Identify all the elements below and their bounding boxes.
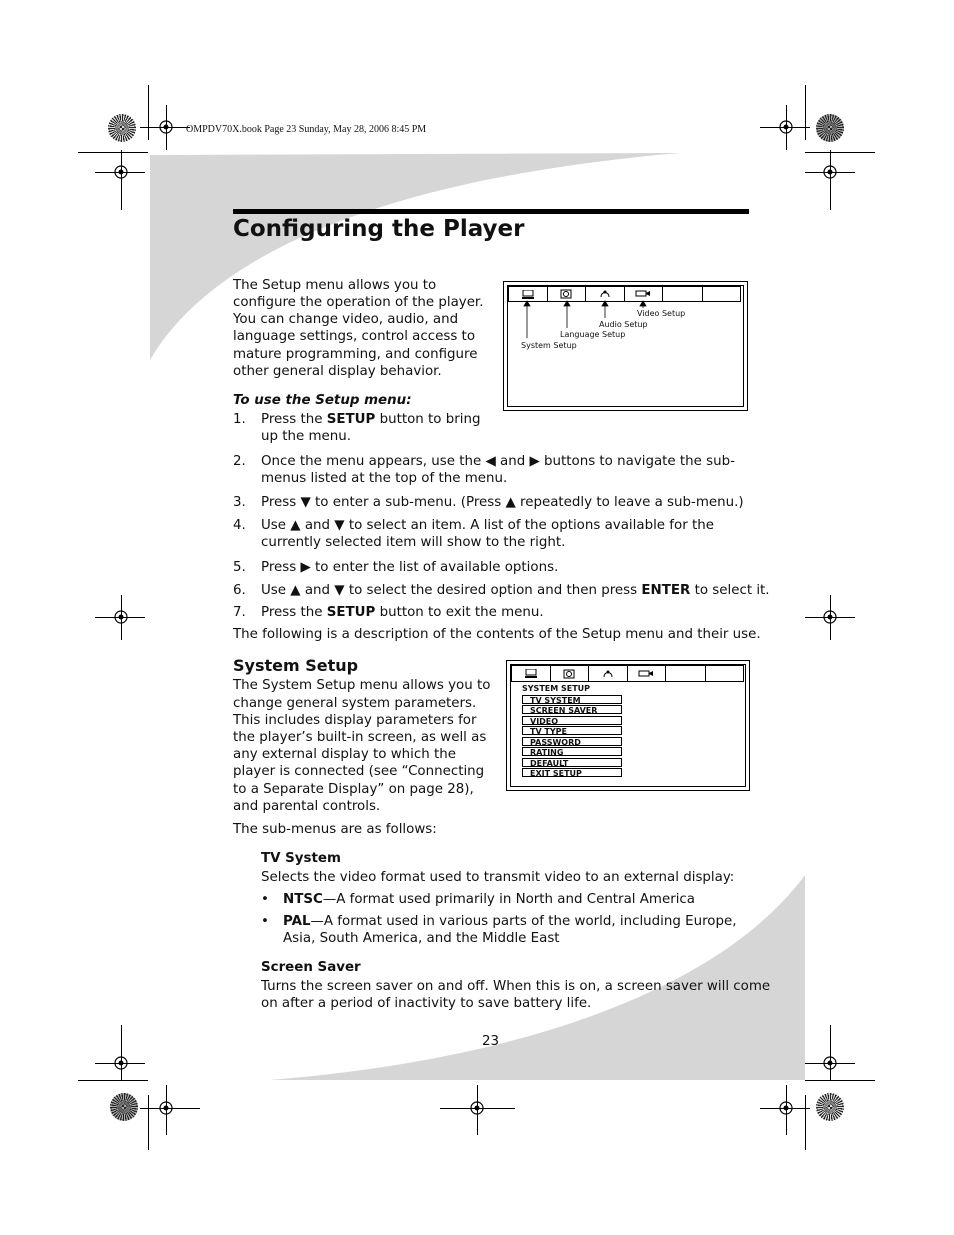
screen-saver-desc-line1: Turns the screen saver on and off. When this is on, a screen saver will come xyxy=(261,979,771,994)
submenus-intro: The sub-menus are as follows: xyxy=(233,822,437,837)
audio-setup-icon xyxy=(589,666,628,681)
menu-item-tv-type: TV TYPE xyxy=(522,726,622,735)
menu-item-rating: RATING xyxy=(522,747,622,756)
language-setup-icon xyxy=(551,666,590,681)
screen-saver-heading: Screen Saver xyxy=(261,960,361,975)
bullet-icon: • xyxy=(261,914,269,929)
menu-item-password: PASSWORD xyxy=(522,737,622,746)
tv-system-desc: Selects the video format used to transmit video to an external display: xyxy=(261,870,735,885)
system-setup-heading: System Setup xyxy=(233,656,359,675)
system-setup-label: System Setup xyxy=(521,341,577,350)
page-title: Configuring the Player xyxy=(233,216,525,242)
screen-saver-desc-line2: on after a period of inactivity to save battery life. xyxy=(261,996,592,1011)
blank-tab xyxy=(666,666,706,681)
video-setup-icon xyxy=(628,666,667,681)
menu-item-video: VIDEO xyxy=(522,716,622,725)
page-number: 23 xyxy=(482,1034,500,1049)
menu-item-tv-system: TV SYSTEM xyxy=(522,695,622,704)
language-setup-label: Language Setup xyxy=(560,330,626,339)
bullet-icon: • xyxy=(261,892,269,907)
tv-system-heading: TV System xyxy=(261,851,341,866)
blank-tab xyxy=(703,287,740,301)
audio-setup-label: Audio Setup xyxy=(599,320,648,329)
menu-item-default: DEFAULT xyxy=(522,758,622,767)
blank-tab xyxy=(706,666,743,681)
system-setup-icon xyxy=(512,666,551,681)
menu-item-exit-setup: EXIT SETUP xyxy=(522,768,622,777)
menu-item-screen-saver: SCREEN SAVER xyxy=(522,705,622,714)
system-menu-title: SYSTEM SETUP xyxy=(522,684,591,693)
book-slug: OMPDV70X.book Page 23 Sunday, May 28, 2006 8:45 PM xyxy=(186,124,427,135)
title-rule xyxy=(233,209,749,214)
steps-heading: To use the Setup menu: xyxy=(233,393,412,408)
video-setup-label: Video Setup xyxy=(637,309,686,318)
system-menu-tabs xyxy=(511,665,744,682)
blank-tab xyxy=(663,287,703,301)
following-text: The following is a description of the contents of the Setup menu and their use. xyxy=(233,627,761,642)
